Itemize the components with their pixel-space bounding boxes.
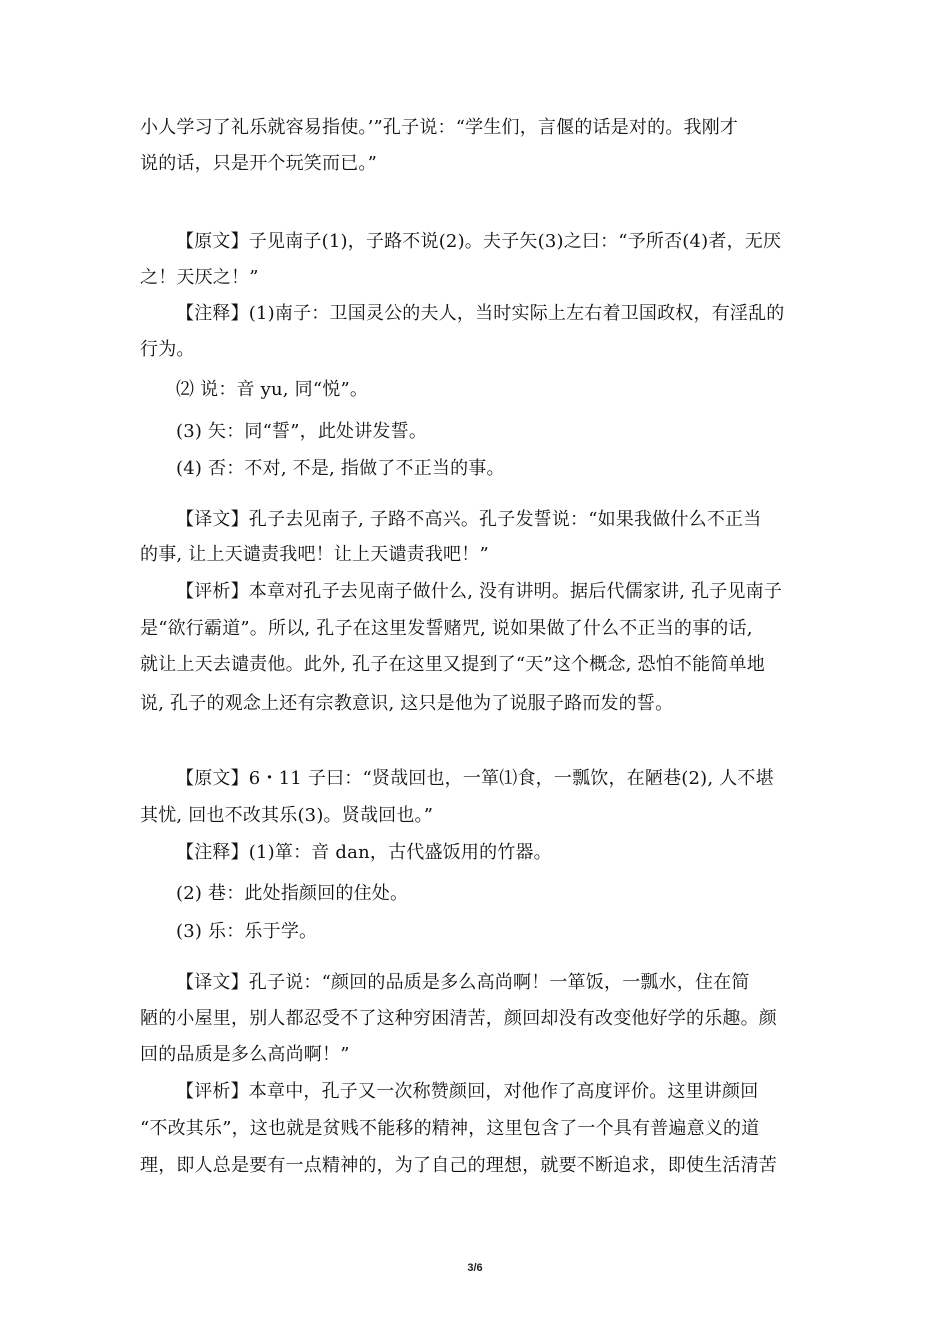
text-line: 的事, 让上天谴责我吧！让上天谴责我吧！” bbox=[140, 544, 489, 565]
section-notes-heading: 【注释】(1)箪：音 dan，古代盛饭用的竹器。 bbox=[176, 842, 552, 863]
section-analysis-heading: 【评析】本章中，孔子又一次称赞颜回，对他作了高度评价。这里讲颜回 bbox=[176, 1081, 759, 1102]
note-item: (3) 矢：同“誓”，此处讲发誓。 bbox=[176, 421, 428, 442]
text-line: 说, 孔子的观念上还有宗教意识, 这只是他为了说服子路而发的誓。 bbox=[140, 693, 674, 714]
text-line: 回的品质是多么高尚啊！” bbox=[140, 1044, 350, 1065]
section-original-heading: 【原文】子见南子(1)，子路不说(2)。夫子矢(3)之曰：“予所否(4)者，无厌 bbox=[176, 231, 782, 252]
page-number: 3/6 bbox=[467, 1262, 483, 1274]
text-line: 理，即人总是要有一点精神的，为了自己的理想，就要不断追求，即使生活清苦 bbox=[140, 1155, 777, 1176]
section-translation-heading: 【译文】孔子说：“颜回的品质是多么高尚啊！一箪饭，一瓢水，住在简 bbox=[176, 972, 750, 993]
note-item: (4) 否：不对, 不是, 指做了不正当的事。 bbox=[176, 458, 505, 479]
text-line: 其忧, 回也不改其乐(3)。贤哉回也。” bbox=[140, 805, 434, 826]
text-line: 说的话，只是开个玩笑而已。” bbox=[140, 153, 378, 174]
note-item: (2) 巷：此处指颜回的住处。 bbox=[176, 883, 409, 904]
note-item: ⑵ 说：音 yu, 同“悦”。 bbox=[176, 379, 369, 400]
text-line: 行为。 bbox=[140, 339, 195, 360]
text-line: 之！天厌之！” bbox=[140, 267, 259, 288]
text-line: “不改其乐”，这也就是贫贱不能移的精神，这里包含了一个具有普遍意义的道 bbox=[140, 1118, 760, 1139]
text-line: 是“欲行霸道”。所以, 孔子在这里发誓赌咒, 说如果做了什么不正当的事的话, bbox=[140, 618, 753, 639]
section-notes-heading: 【注释】(1)南子：卫国灵公的夫人，当时实际上左右着卫国政权，有淫乱的 bbox=[176, 303, 785, 324]
note-item: (3) 乐：乐于学。 bbox=[176, 921, 318, 942]
text-line: 就让上天去谴责他。此外, 孔子在这里又提到了“天”这个概念, 恐怕不能简单地 bbox=[140, 654, 765, 675]
text-line: 陋的小屋里，别人都忍受不了这种穷困清苦，颜回却没有改变他好学的乐趣。颜 bbox=[140, 1008, 777, 1029]
text-line: 小人学习了礼乐就容易指使。’”孔子说：“学生们，言偃的话是对的。我刚才 bbox=[140, 117, 739, 138]
section-original-heading: 【原文】6・11 子曰：“贤哉回也，一箪⑴食，一瓢饮，在陋巷(2), 人不堪 bbox=[176, 768, 774, 789]
section-translation-heading: 【译文】孔子去见南子, 子路不高兴。孔子发誓说：“如果我做什么不正当 bbox=[176, 509, 762, 530]
section-analysis-heading: 【评析】本章对孔子去见南子做什么, 没有讲明。据后代儒家讲, 孔子见南子 bbox=[176, 581, 783, 602]
